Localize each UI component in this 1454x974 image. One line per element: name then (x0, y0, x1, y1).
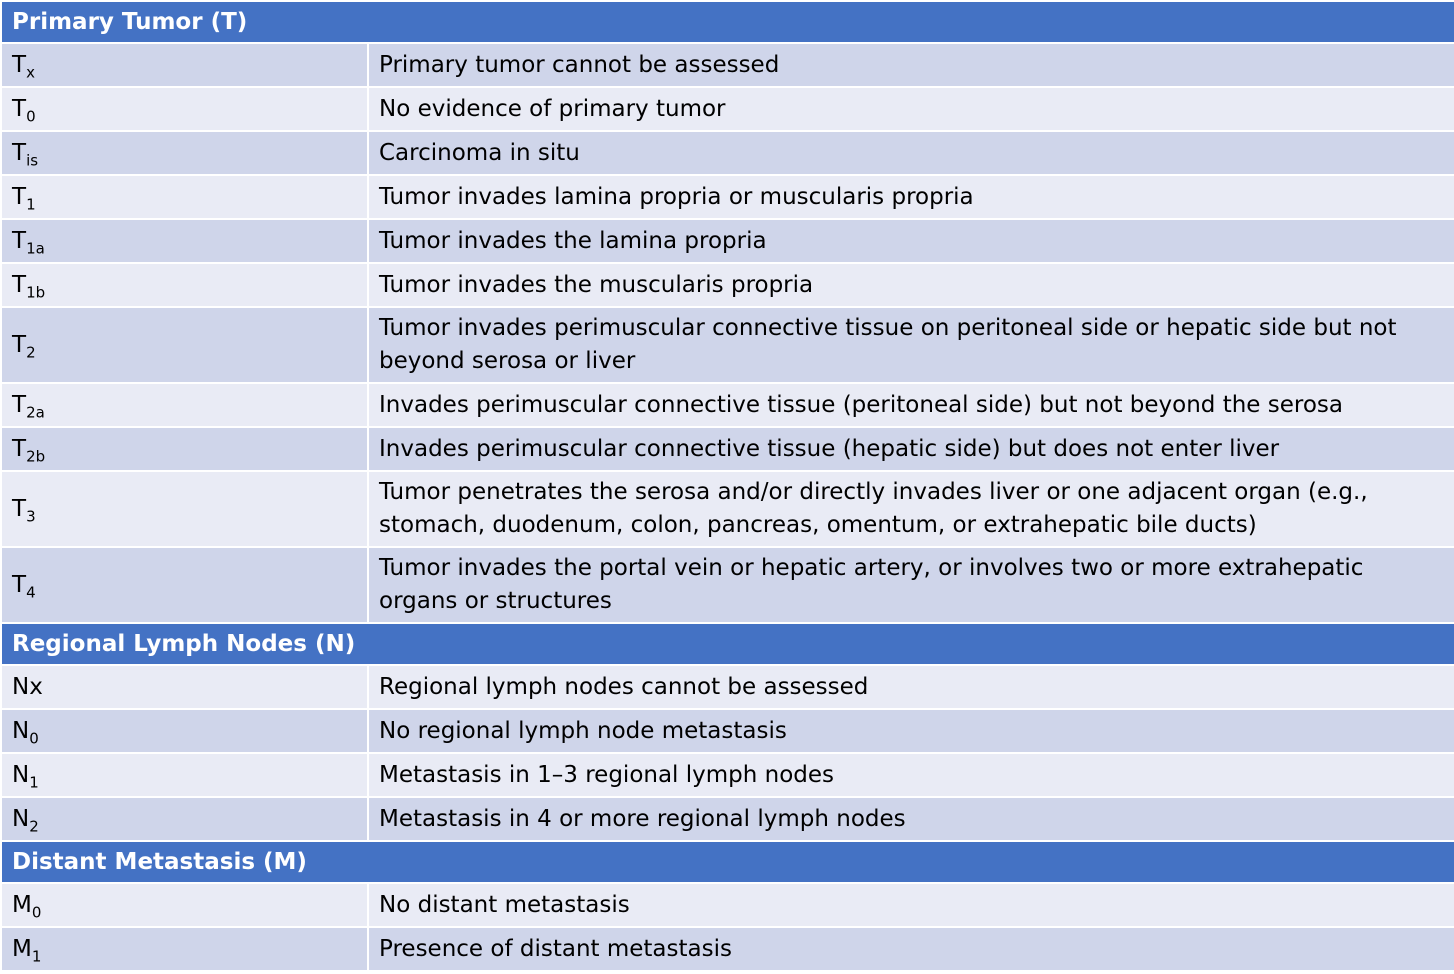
stage-code: $T_{2b}$ (1, 427, 368, 471)
stage-description: Metastasis in 1–3 regional lymph nodes (368, 753, 1454, 797)
section-title: Distant Metastasis (M) (1, 841, 1454, 883)
table-row (1, 471, 1454, 547)
stage-description: Tumor invades lamina propria or muscularis propria (368, 175, 1454, 219)
stage-code: $N_0$ (1, 709, 368, 753)
stage-description: Tumor invades the muscularis propria (368, 263, 1454, 307)
stage-description: Carcinoma in situ (368, 131, 1454, 175)
table-row (1, 131, 1454, 175)
table-row (1, 883, 1454, 927)
stage-description: No regional lymph node metastasis (368, 709, 1454, 753)
stage-code: $T_x$ (1, 43, 368, 87)
stage-code: $T_3$ (1, 471, 368, 547)
stage-code: $T_0$ (1, 87, 368, 131)
stage-description: Regional lymph nodes cannot be assessed (368, 665, 1454, 709)
table-row (1, 665, 1454, 709)
table-row (1, 219, 1454, 263)
stage-code: $N_2$ (1, 797, 368, 841)
stage-description: Invades perimuscular connective tissue (peritoneal side) but not beyond the serosa (368, 383, 1454, 427)
table-row (1, 709, 1454, 753)
stage-description: No distant metastasis (368, 883, 1454, 927)
stage-description: Tumor invades the portal vein or hepatic artery, or involves two or more extrahepatic organs or structures (368, 547, 1454, 623)
stage-description: Invades perimuscular connective tissue (hepatic side) but does not enter liver (368, 427, 1454, 471)
stage-description: Presence of distant metastasis (368, 927, 1454, 971)
stage-code: $T_4$ (1, 547, 368, 623)
table-row (1, 427, 1454, 471)
table-row (1, 263, 1454, 307)
stage-code: $M_0$ (1, 883, 368, 927)
section-header-distant-metastasis (1, 841, 1454, 883)
table-row (1, 175, 1454, 219)
stage-code: Nx (1, 665, 368, 709)
table-row (1, 383, 1454, 427)
stage-description: Tumor invades perimuscular connective tissue on peritoneal side or hepatic side but not beyond serosa or liver (368, 307, 1454, 383)
table-row (1, 753, 1454, 797)
table-row (1, 547, 1454, 623)
stage-code: $N_1$ (1, 753, 368, 797)
table-row (1, 307, 1454, 383)
stage-description: Metastasis in 4 or more regional lymph nodes (368, 797, 1454, 841)
stage-description: Tumor invades the lamina propria (368, 219, 1454, 263)
stage-code: $T_2$ (1, 307, 368, 383)
section-title: Primary Tumor (T) (1, 1, 1454, 43)
stage-code: $T_{1b}$ (1, 263, 368, 307)
section-title: Regional Lymph Nodes (N) (1, 623, 1454, 665)
stage-description: No evidence of primary tumor (368, 87, 1454, 131)
stage-description: Primary tumor cannot be assessed (368, 43, 1454, 87)
table-row (1, 927, 1454, 971)
stage-code: $T_{2a}$ (1, 383, 368, 427)
stage-code: $T_{1a}$ (1, 219, 368, 263)
section-header-regional-lymph-nodes (1, 623, 1454, 665)
stage-code: $T_{is}$ (1, 131, 368, 175)
stage-code: $T_1$ (1, 175, 368, 219)
stage-code: $M_1$ (1, 927, 368, 971)
stage-description: Tumor penetrates the serosa and/or directly invades liver or one adjacent organ (e.g., stomach, duodenum, colon, pancreas, omentum, or extrahepatic bile ducts) (368, 471, 1454, 547)
table-row (1, 87, 1454, 131)
section-header-primary-tumor (1, 1, 1454, 43)
table-row (1, 43, 1454, 87)
table-row (1, 797, 1454, 841)
